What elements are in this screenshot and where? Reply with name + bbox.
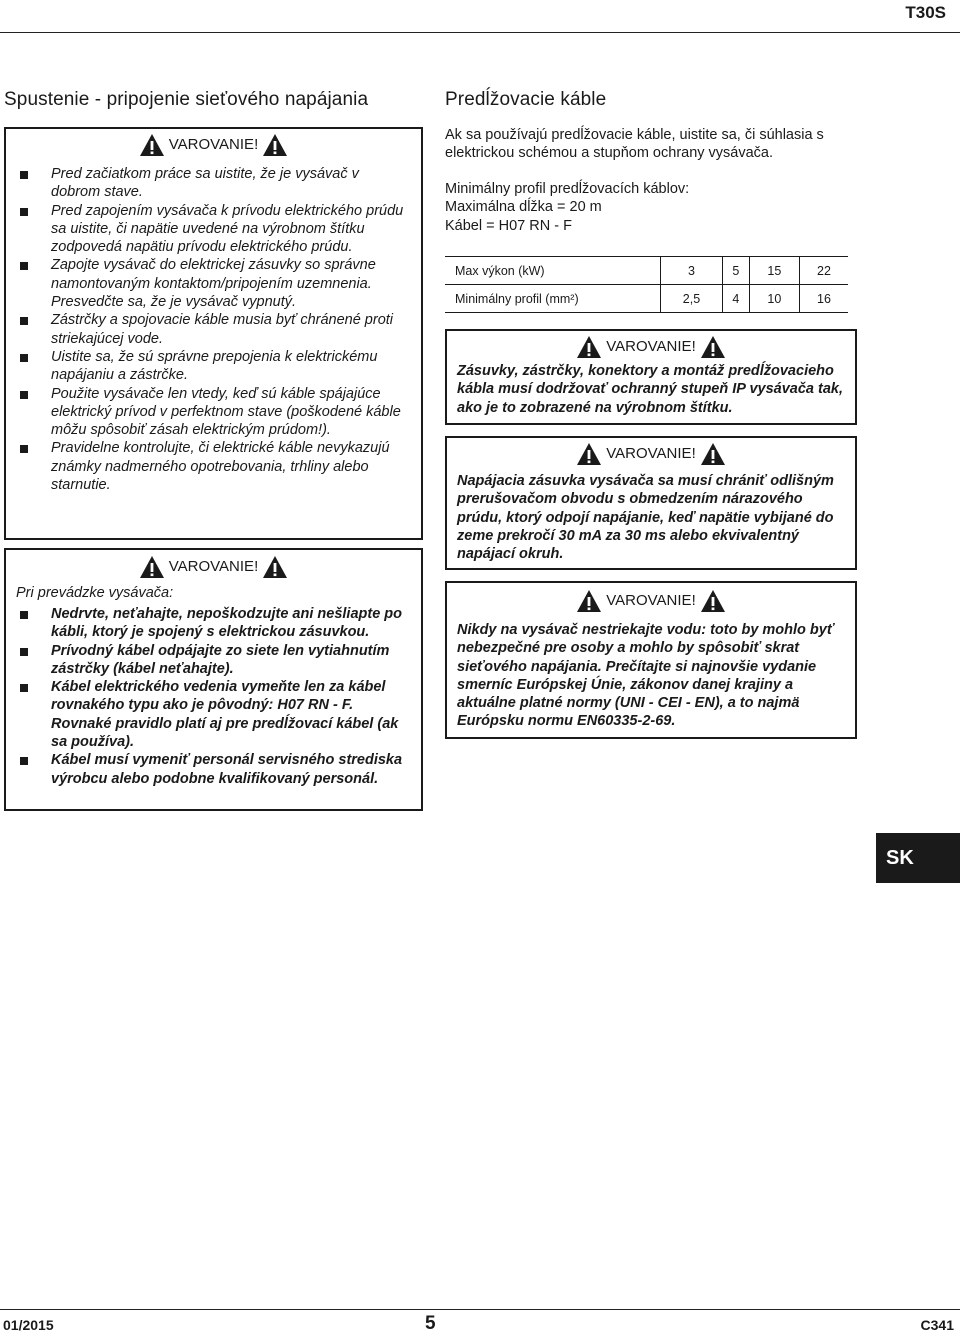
warning-triangle-icon <box>576 335 602 359</box>
section-title-power: Spustenie - pripojenie sieťového napájania <box>4 89 369 110</box>
extension-intro: Ak sa používajú predĺžovacie káble, uistite sa, či súhlasia s elektrickou schémou a stupňom ochrany vysávača. <box>445 127 824 162</box>
table-cell: 15 <box>749 257 799 285</box>
list-item: Pred začiatkom práce sa uistite, že je vysávač v dobrom stave. <box>18 165 411 202</box>
warning-triangle-icon <box>262 133 288 157</box>
table-cell: 22 <box>799 257 848 285</box>
warning-label: VAROVANIE! <box>606 338 696 355</box>
warning-triangle-icon <box>576 442 602 466</box>
cable-profile <box>445 180 689 235</box>
table-cell: 5 <box>722 257 749 285</box>
model-name: T30S <box>905 3 946 22</box>
warning-header <box>447 335 855 359</box>
list-item: Zapojte vysávač do elektrickej zásuvky so správne namontovaným kontaktom/pripojením uzemnenia. Presvedčte sa, že je vysávač vypnutý. <box>18 256 411 311</box>
table-cell: Minimálny profil (mm²) <box>445 285 661 313</box>
table-cell: Max výkon (kW) <box>445 257 661 285</box>
table-row <box>445 285 848 313</box>
safety-list-1 <box>18 165 411 494</box>
warning-label: VAROVANIE! <box>606 445 696 462</box>
warning-box-2 <box>4 548 423 811</box>
profile-line: Kábel = H07 RN - F <box>445 217 572 234</box>
warning-triangle-icon <box>700 589 726 613</box>
list-item: Prívodný kábel odpájajte zo siete len vytiahnutím zástrčky (kábel neťahajte). <box>18 642 411 679</box>
cable-spec-table <box>445 256 848 313</box>
table-cell: 16 <box>799 285 848 313</box>
list-item: Pravidelne kontrolujte, či elektrické káble nevykazujú známky nadmerného opotrebovania, trhliny alebo starnutie. <box>18 439 411 494</box>
page-number: 5 <box>425 1313 436 1334</box>
warning-header <box>447 589 855 613</box>
header-rule <box>0 32 960 33</box>
warning-label: VAROVANIE! <box>168 558 259 575</box>
list-item: Uistite sa, že sú správne prepojenia k elektrickému napájaniu a zástrčke. <box>18 348 411 385</box>
profile-line: Maximálna dĺžka = 20 m <box>445 199 602 216</box>
warning-triangle-icon <box>139 555 165 579</box>
list-item: Kábel elektrického vedenia vymeňte len za kábel rovnakého typu ako je pôvodný: H07 RN - F. Rovnaké pravidlo platí aj pre predĺžovací kábel (ak sa používa). <box>18 678 411 751</box>
table-cell: 3 <box>661 257 723 285</box>
warning-triangle-icon <box>576 589 602 613</box>
warning-label: VAROVANIE! <box>606 592 696 609</box>
warning-triangle-icon <box>700 335 726 359</box>
list-item: Použite vysávače len vtedy, keď sú káble spájajúce elektrický prívod v perfektnom stave (poškodené káble môžu spôsobiť zásah elektrickým prúdom!). <box>18 385 411 440</box>
warning-text: Zásuvky, zástrčky, konektory a montáž predĺžovacieho kábla musí dodržovať ochranný stupeň IP vysávača tak, ako je to zobrazené na výrobnom štítku. <box>457 363 843 416</box>
table-cell: 10 <box>749 285 799 313</box>
warning-box-1 <box>4 127 423 540</box>
warning-box-ip <box>445 329 857 425</box>
warning-box-water <box>445 581 857 739</box>
profile-line: Minimálny profil predĺžovacích káblov: <box>445 181 690 197</box>
footer-code: C341 <box>920 1317 954 1333</box>
warning-header <box>6 133 421 157</box>
table-cell: 2,5 <box>661 285 723 313</box>
list-item: Zástrčky a spojovacie káble musia byť chránené proti striekajúcej vode. <box>18 311 411 348</box>
safety-list-2 <box>18 605 411 788</box>
warning-text: Nikdy na vysávač nestriekajte vodu: toto by mohlo byť nebezpečné pre osoby a mohlo by spôsobiť skrat sieťového napájania. Prečítajte si najnovšie vydanie smerníc Európskej Únie, zákonov danej krajiny a aktuálne platné normy (UNI - CEI - EN), a to najmä Európsku normu EN60335-2-69. <box>457 622 834 730</box>
list-item: Nedrvte, neťahajte, nepoškodzujte ani nešliapte po kábli, ktorý je spojený s elektrickou zásuvkou. <box>18 605 411 642</box>
warning-header <box>447 442 855 466</box>
warning-box-breaker <box>445 436 857 570</box>
warning-triangle-icon <box>262 555 288 579</box>
footer-rule <box>0 1309 960 1310</box>
section-title-extension: Predĺžovacie káble <box>445 89 607 110</box>
warning-label: VAROVANIE! <box>168 136 259 153</box>
warning-header <box>6 555 421 579</box>
warning-triangle-icon <box>139 133 165 157</box>
footer-date: 01/2015 <box>3 1317 54 1333</box>
warning-text: Napájacia zásuvka vysávača sa musí chrániť odlišným prerušovačom obvodu s obmedzením nárazového prúdu, ktorý odpojí napájanie, keď napätie vybijané do zeme prekročí 30 mA za 30 ms alebo ekvivalentný napájací okruh. <box>457 473 834 563</box>
table-cell: 4 <box>722 285 749 313</box>
list-item: Pred zapojením vysávača k prívodu elektrického prúdu sa uistite, či napätie uvedené na výrobnom štítku zodpovedá napätiu prívodu elektrického prúdu. <box>18 202 411 257</box>
list-item: Kábel musí vymeniť personál servisného strediska výrobcu alebo podobne kvalifikovaný personál. <box>18 751 411 788</box>
operation-intro: Pri prevádzke vysávača: <box>16 585 174 601</box>
language-tab: SK <box>876 833 960 883</box>
warning-triangle-icon <box>700 442 726 466</box>
table-row <box>445 257 848 285</box>
